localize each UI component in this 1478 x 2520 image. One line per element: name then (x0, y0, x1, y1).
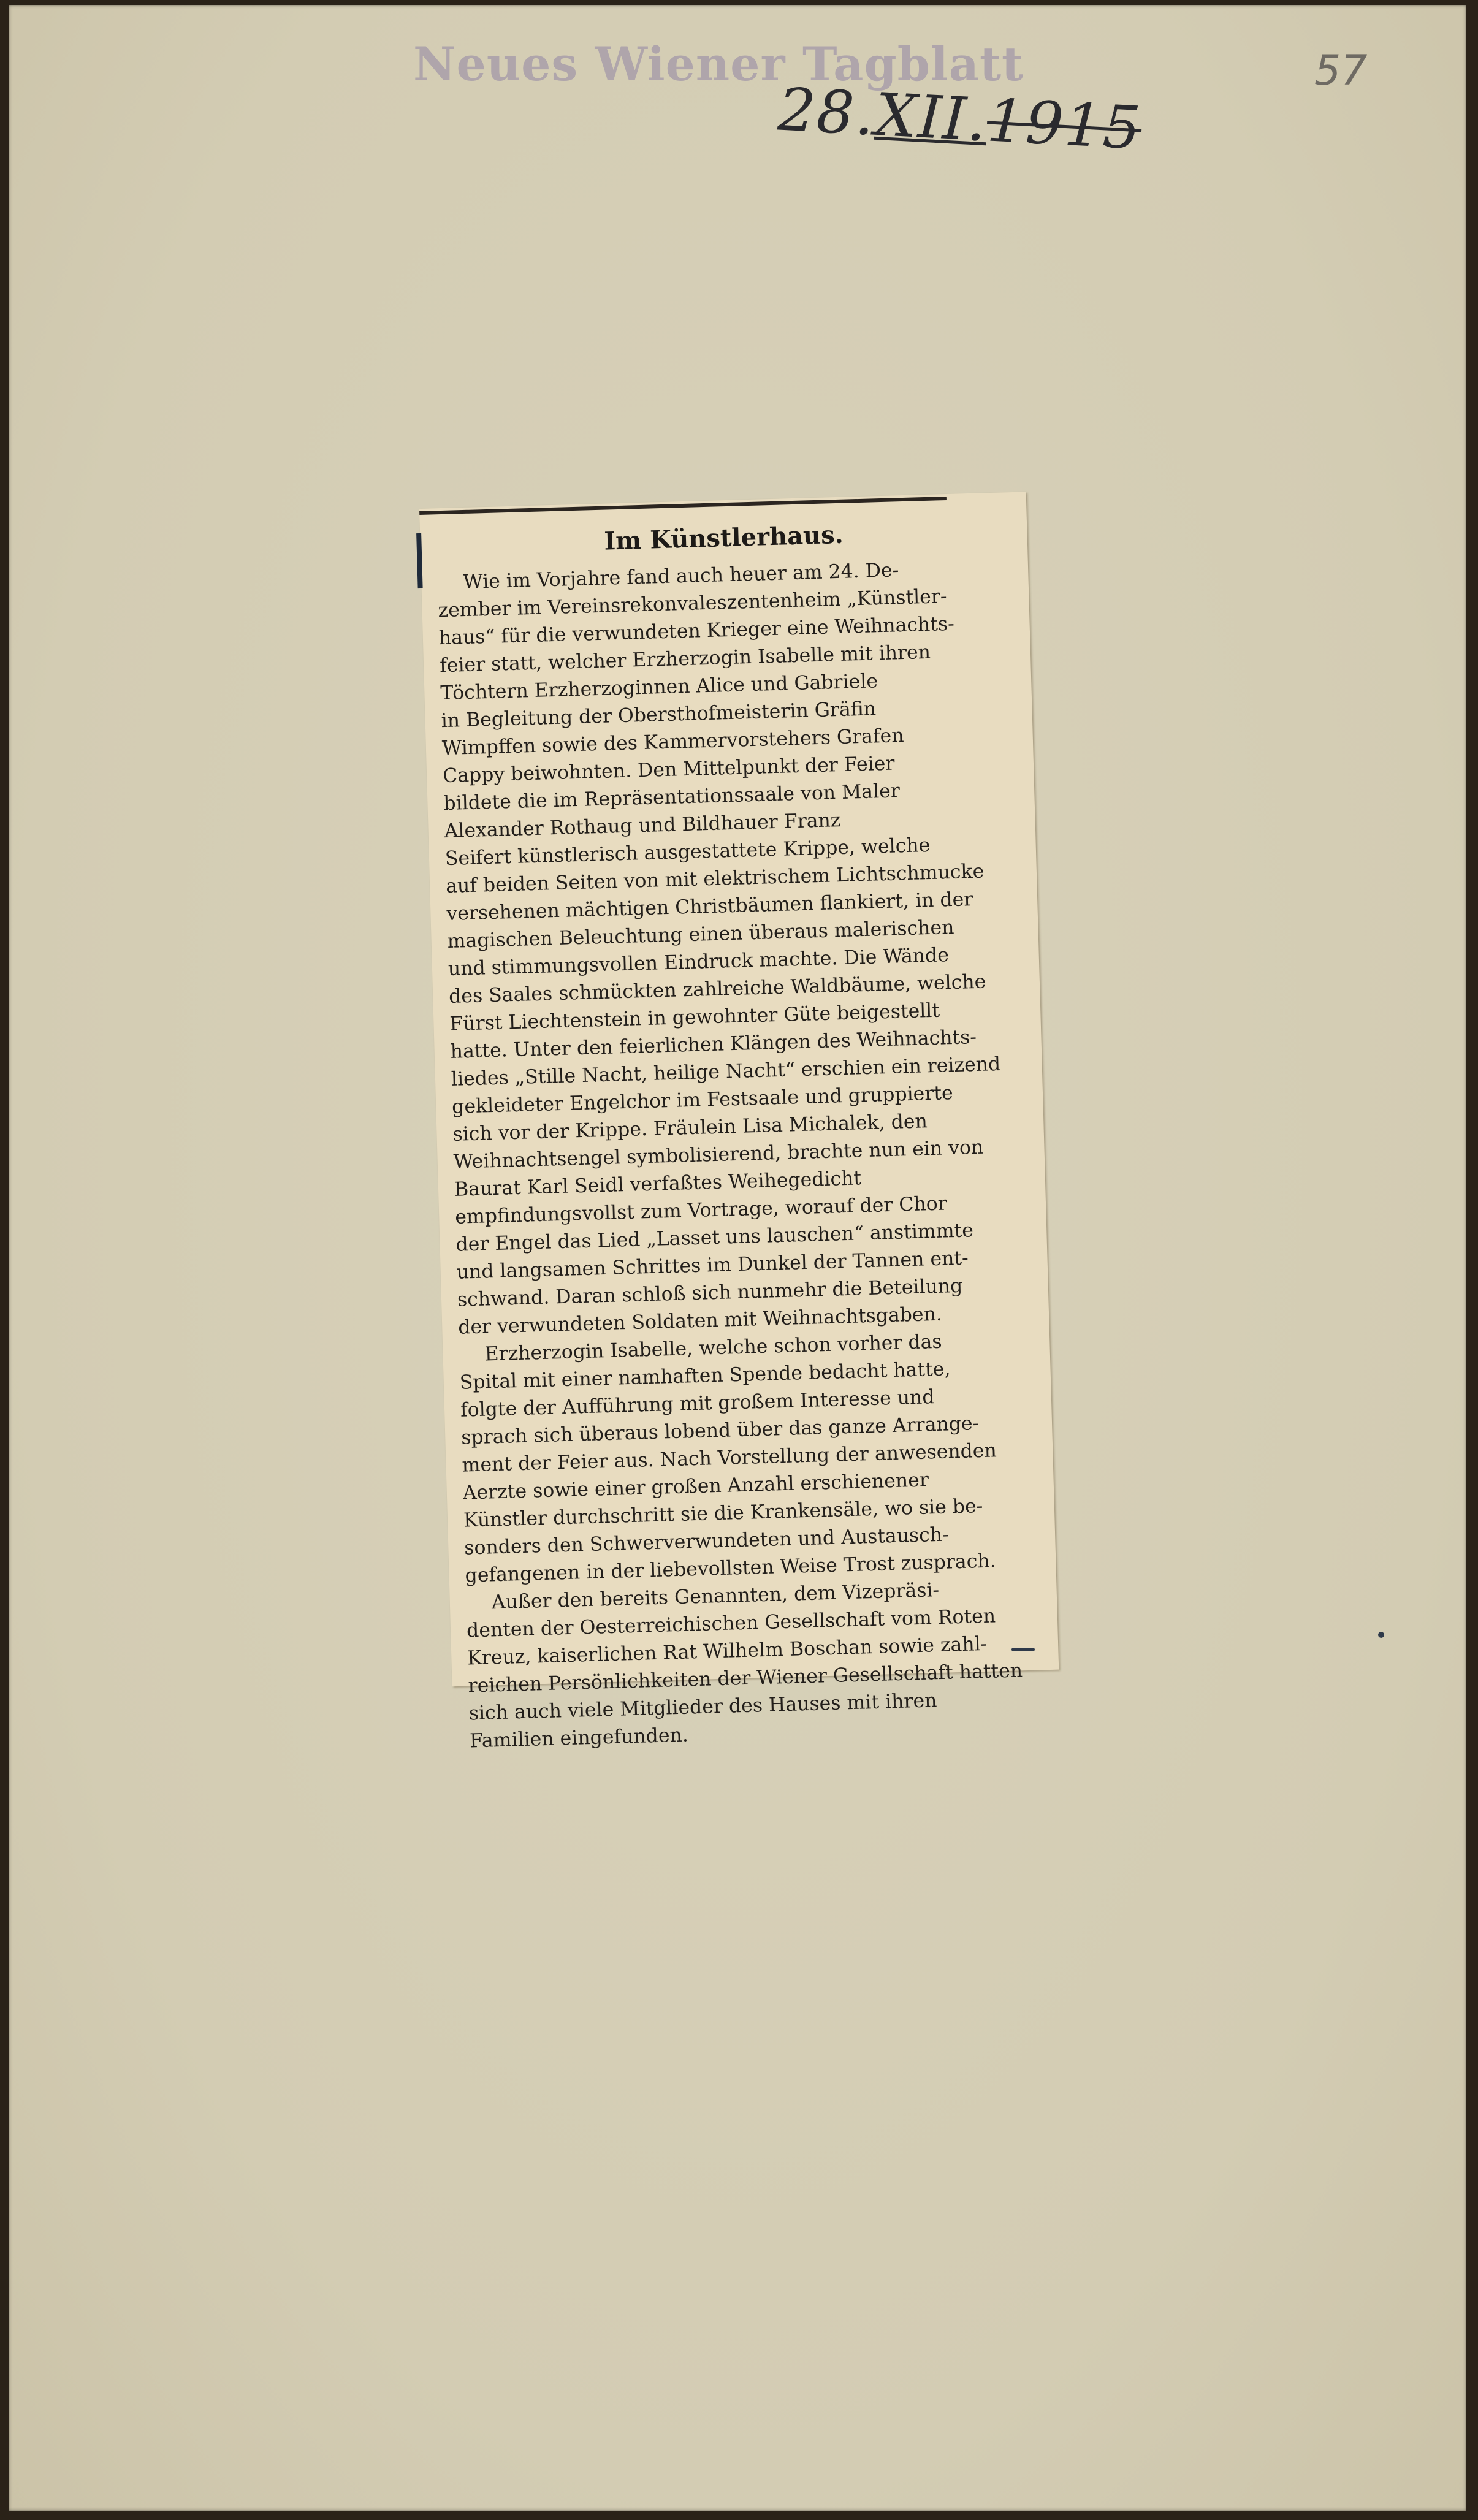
article-line: schwand. Daran schloß sich nunmehr die Beteilung (457, 1274, 963, 1311)
article-line: Künstler durchschritt sie die Krankensäle, wo sie be- (463, 1494, 983, 1532)
article-line: sprach sich überaus lobend über das ganze Arrange- (460, 1412, 980, 1449)
article-line: feier statt, welcher Erzherzogin Isabelle mit ihren (439, 641, 931, 677)
ink-mark (1011, 1648, 1035, 1651)
handwritten-date (776, 75, 1143, 163)
article-line: Weihnachtsengel symbolisierend, brachte nun ein von (453, 1136, 984, 1173)
article-line: hatte. Unter den feierlichen Klängen des Weihnachts- (450, 1026, 977, 1063)
article-line: und stimmungsvollen Eindruck machte. Die Wände (448, 944, 950, 980)
article-line: Aerzte sowie einer großen Anzahl erschienener (462, 1469, 929, 1504)
article-line: gekleideter Engelchor im Festsaale und gruppierte (451, 1082, 954, 1118)
article-line: bildete die im Repräsentationssaale von Maler (443, 780, 901, 815)
article-line: folgte der Aufführung mit großem Interesse und (460, 1386, 935, 1422)
article-line: Seifert künstlerisch ausgestattete Krippe, welche (444, 834, 931, 870)
article-line: des Saales schmückten zahlreiche Waldbäume, welche (448, 970, 986, 1008)
date-month: XII. (873, 80, 989, 155)
article-line: Kreuz, kaiserlichen Rat Wilhelm Boschan sowie zahl- (467, 1632, 988, 1670)
article-line: und langsamen Schrittes im Dunkel der Tannen ent- (456, 1247, 969, 1284)
article-line: gefangenen in der liebevollsten Weise Trost zusprach. (465, 1550, 997, 1587)
article-line: der verwundeten Soldaten mit Weihnachtsgaben. (457, 1303, 943, 1339)
ink-dot (1378, 1632, 1384, 1638)
article-line: magischen Beleuchtung einen überaus malerischen (447, 916, 954, 953)
article-line: Alexander Rothaug und Bildhauer Franz (444, 809, 841, 843)
article-line: Wie im Vorjahre fand auch heuer am 24. De- (462, 559, 899, 594)
article-line: Fürst Liechtenstein in gewohnter Güte beigestellt (449, 999, 940, 1035)
article-line: zember im Vereinsrekonvaleszentenheim „Künstler- (438, 585, 947, 622)
article-line: haus“ für die verwundeten Krieger eine Weihnachts- (438, 612, 955, 650)
article-line: sonders den Schwerverwundeten und Austausch- (463, 1523, 950, 1559)
article-line: Spital mit einer namhaften Spende bedacht hatte, (459, 1358, 951, 1394)
article-line: liedes „Stille Nacht, heilige Nacht“ erschien ein reizend (451, 1053, 1001, 1091)
article-line: ment der Feier aus. Nach Vorstellung der anwesenden (462, 1439, 997, 1477)
article-line: Familien eingefunden. (469, 1724, 689, 1753)
date-year: 1915 (985, 86, 1144, 163)
article-line: Erzherzogin Isabelle, welche schon vorher das (484, 1330, 943, 1366)
page-number: 57 (1314, 47, 1368, 95)
article-line: versehenen mächtigen Christbäumen flankiert, in der (446, 888, 973, 926)
article-line: Töchtern Erzherzoginnen Alice und Gabriele (440, 670, 878, 705)
article-line: Außer den bereits Genannten, dem Vizepräsi- (491, 1579, 940, 1614)
article-line: sich auch viele Mitglieder des Hauses mit ihren (468, 1689, 937, 1725)
article-line: Cappy beiwohnten. Den Mittelpunkt der Feier (442, 752, 895, 788)
article-line: in Begleitung der Obersthofmeisterin Gräfin (441, 698, 877, 733)
article-line: Wimpffen sowie des Kammervorstehers Grafen (441, 725, 905, 760)
article-line: denten der Oesterreichischen Gesellschaft vom Roten (466, 1605, 996, 1642)
newspaper-clipping (419, 492, 1059, 1753)
article-line: empfindungsvollst zum Vortrage, worauf der Chor (454, 1192, 948, 1228)
date-day: 28. (776, 75, 877, 149)
article-line: sich vor der Krippe. Fräulein Lisa Michalek, den (452, 1110, 928, 1146)
article-line: reichen Persönlichkeiten der Wiener Gesellschaft hatten (468, 1659, 1023, 1697)
article-body (437, 554, 1045, 1755)
article-line: der Engel das Lied „Lasset uns lauschen“ anstimmte (455, 1219, 974, 1256)
article-title: Im Künstlerhaus. (603, 520, 844, 556)
article-line: Baurat Karl Seidl verfaßtes Weihegedicht (454, 1167, 862, 1201)
article-line: auf beiden Seiten von mit elektrischem Lichtschmucke (445, 860, 985, 898)
newspaper-stamp: Neues Wiener Tagblatt (413, 37, 1024, 91)
